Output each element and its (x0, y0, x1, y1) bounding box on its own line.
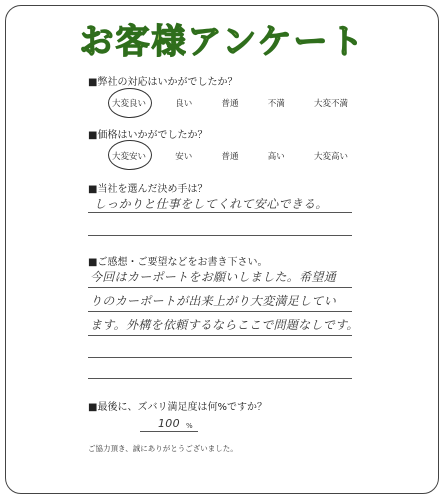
q4-rule-2 (88, 311, 352, 312)
q4-rule-4 (88, 357, 352, 358)
q1-option-4: 不満 (267, 99, 285, 109)
q4-rule-3 (88, 335, 352, 336)
q4-rule-5 (88, 378, 352, 379)
q2-option-2: 安い (175, 152, 193, 162)
q2-selection-circle (108, 140, 152, 170)
q5-label: ■最後に、ズバリ満足度は何%ですか？ (88, 402, 267, 413)
q4-answer-line-text-2: りのカーポートが出来上がり大変満足してい (90, 294, 337, 308)
q4-answer-line-text-1: 今回はカーポートをお願いしました。希望通 (90, 270, 337, 284)
q2-option-5: 大変高い (313, 152, 348, 162)
q1-option-3: 普通 (221, 99, 239, 109)
q4-answer-line-text-3: ます。外構を依頼するならここで問題なしです。 (90, 318, 359, 332)
q1-option-2: 良い (175, 99, 193, 109)
q2-option-3: 普通 (221, 152, 239, 162)
footer-thanks: ご協力頂き、誠にありがとうございました。 (88, 444, 238, 453)
q5-answer: 100 (158, 417, 180, 430)
q5-unit: % (186, 422, 193, 430)
q2-label: ■価格はいかがでしたか？ (88, 130, 208, 141)
q2-option-4: 高い (267, 152, 285, 162)
q5-answer-line (140, 431, 198, 432)
q1-label: ■弊社の対応はいかがでしたか？ (88, 77, 238, 88)
q3-answer-line-2 (88, 235, 352, 236)
q1-option-1: 大変良い (112, 99, 147, 109)
q3-answer-line-1 (88, 212, 352, 213)
q4-rule-1 (88, 287, 352, 288)
q2-option-1: 大変安い (112, 152, 147, 162)
q4-label: ■ご感想・ご要望などをお書き下さい。 (88, 257, 268, 268)
survey-title: お客様アンケート (79, 22, 366, 62)
q3-answer: しっかりと仕事をしてくれて安心できる。 (94, 197, 328, 211)
q3-label: ■当社を選んだ決め手は？ (88, 184, 208, 195)
q1-selection-circle (108, 88, 152, 118)
q1-option-5: 大変不満 (313, 99, 348, 109)
